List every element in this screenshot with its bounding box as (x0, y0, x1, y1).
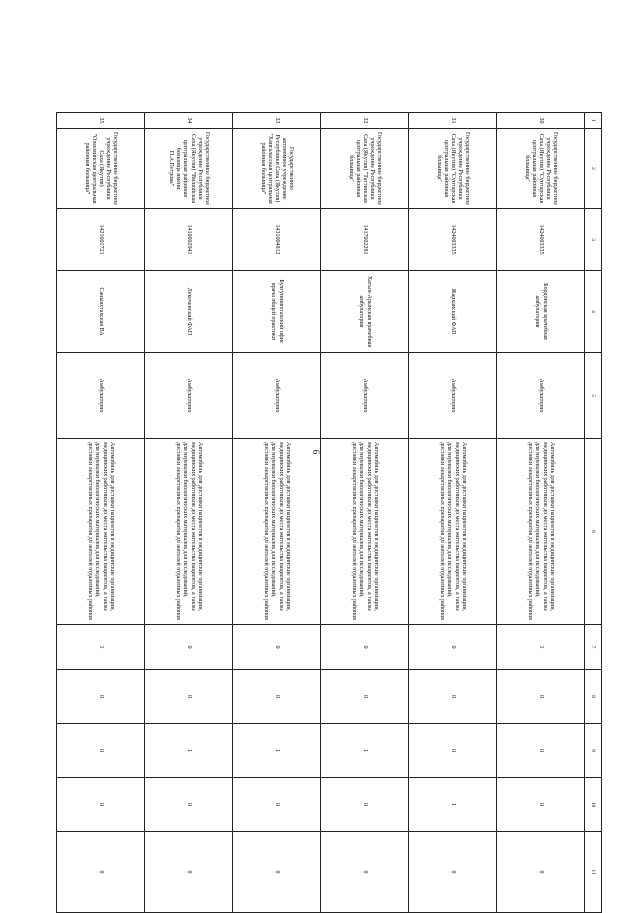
value-cell-7: 1 (497, 625, 585, 670)
column-header: 3 (585, 209, 602, 271)
organization-cell: Государственное автономное учреждение Республики Саха (Якутия) "Хангаласская центральная районная больница" (233, 129, 321, 209)
table-row (497, 113, 585, 913)
column-header: 4 (585, 271, 602, 353)
table-row (57, 113, 145, 913)
organization-cell: Государственное бюджетное учреждение Республики Саха (Якутия) "Олекминская центральная районная больница" (57, 129, 145, 209)
page-number: 6 (311, 449, 321, 455)
row-number: 31 (409, 113, 497, 129)
code-cell: 1417002281 (321, 209, 409, 271)
value-cell-9: 0 (497, 724, 585, 778)
facility-cell: Лекеченский ФАП (145, 271, 233, 353)
vehicle-description-cell: Автомобиль для доставки пациентов в медицинские организации, медицинских работников до места жительства пациентов, а также для перевозки биологических материалов для исследований, доставки лекарственных препаратов до жителей отдаленных районов (497, 439, 585, 625)
value-cell-10: 0 (57, 778, 145, 832)
code-cell: 1424003335 (409, 209, 497, 271)
value-cell-8: 0 (497, 670, 585, 724)
value-cell-8: 0 (57, 670, 145, 724)
value-cell-7: 0 (233, 625, 321, 670)
value-cell-7: 1 (57, 625, 145, 670)
column-header: 1 (585, 113, 602, 129)
column-header: 7 (585, 625, 602, 670)
value-cell-10: 0 (233, 778, 321, 832)
table-row (409, 113, 497, 913)
vehicle-description-cell: Автомобиль для доставки пациентов в медицинские организации, медицинских работников до места жительства пациентов, а также для перевозки биологических материалов для исследований, доставки лекарственных препаратов до жителей отдаленных районов (409, 439, 497, 625)
value-cell-11: 0 (57, 832, 145, 913)
care-type-cell: Амбулаторно (497, 353, 585, 439)
facility-cell: Бордонская врачебная амбулатория (497, 271, 585, 353)
code-cell: 1421001721 (57, 209, 145, 271)
vehicle-description-cell: Автомобиль для доставки пациентов в медицинские организации, медицинских работников до места жительства пациентов, а также для перевозки биологических материалов для исследований, доставки лекарственных препаратов до жителей отдаленных районов (57, 439, 145, 625)
care-type-cell: Амбулаторно (321, 353, 409, 439)
table-row (233, 113, 321, 913)
value-cell-8: 0 (145, 670, 233, 724)
column-header: 11 (585, 832, 602, 913)
facility-cell: Саныяхтахская ВА (57, 271, 145, 353)
facility-cell: Хатын-Арынская врачебная амбулатория (321, 271, 409, 353)
value-cell-11: 0 (409, 832, 497, 913)
vehicle-allocation-table (56, 112, 602, 913)
organization-cell: Государственное бюджетное учреждение Республики Саха (Якутия) "Вилюйская центральная районная больница имени П.А.Петрова" (145, 129, 233, 209)
value-cell-7: 0 (409, 625, 497, 670)
care-type-cell: Амбулаторно (145, 353, 233, 439)
value-cell-8: 0 (409, 670, 497, 724)
value-cell-10: 0 (497, 778, 585, 832)
value-cell-7: 0 (321, 625, 409, 670)
code-cell: 1410002941 (145, 209, 233, 271)
value-cell-11: 0 (233, 832, 321, 913)
value-cell-7: 0 (145, 625, 233, 670)
organization-cell: Государственное бюджетное учреждение Республики Саха (Якутия) "Сунтарская центральная районная больница" (409, 129, 497, 209)
column-header: 9 (585, 724, 602, 778)
column-header: 2 (585, 129, 602, 209)
value-cell-10: 0 (321, 778, 409, 832)
value-cell-9: 1 (145, 724, 233, 778)
value-cell-9: 1 (321, 724, 409, 778)
row-number: 30 (497, 113, 585, 129)
value-cell-11: 0 (497, 832, 585, 913)
care-type-cell: Амбулаторно (409, 353, 497, 439)
table-row (321, 113, 409, 913)
organization-cell: Государственное бюджетное учреждение Республики Саха (Якутия) "Таттинская центральная районная больница" (321, 129, 409, 209)
value-cell-10: 1 (409, 778, 497, 832)
vehicle-description-cell: Автомобиль для доставки пациентов в медицинские организации, медицинских работников до места жительства пациентов, а также для перевозки биологических материалов для исследований, доставки лекарственных препаратов до жителей отдаленных районов (233, 439, 321, 625)
column-header: 10 (585, 778, 602, 832)
header-row (585, 113, 602, 913)
value-cell-10: 0 (145, 778, 233, 832)
code-cell: 1424003335 (497, 209, 585, 271)
table-row (145, 113, 233, 913)
column-header: 6 (585, 439, 602, 625)
column-header: 5 (585, 353, 602, 439)
row-number: 35 (57, 113, 145, 129)
care-type-cell: Амбулаторно (57, 353, 145, 439)
value-cell-9: 0 (57, 724, 145, 778)
row-number: 32 (321, 113, 409, 129)
value-cell-8: 0 (233, 670, 321, 724)
column-header: 8 (585, 670, 602, 724)
value-cell-9: 0 (409, 724, 497, 778)
value-cell-9: 1 (233, 724, 321, 778)
vehicle-description-cell: Автомобиль для доставки пациентов в медицинские организации, медицинских работников до места жительства пациентов, а также для перевозки биологических материалов для исследований, доставки лекарственных препаратов до жителей отдаленных районов (321, 439, 409, 625)
vehicle-description-cell: Автомобиль для доставки пациентов в медицинские организации, медицинских работников до места жительства пациентов, а также для перевозки биологических материалов для исследований, доставки лекарственных препаратов до жителей отдаленных районов (145, 439, 233, 625)
rotated-table-container (62, 112, 602, 912)
value-cell-8: 0 (321, 670, 409, 724)
organization-cell: Государственное бюджетное учреждение Республики Саха (Якутия) "Сунтарская центральная районная больница" (497, 129, 585, 209)
facility-cell: Булгуннияхтахский офис врача общей практики (233, 271, 321, 353)
value-cell-11: 0 (145, 832, 233, 913)
facility-cell: Жарханский ФАП (409, 271, 497, 353)
care-type-cell: Амбулаторно (233, 353, 321, 439)
row-number: 34 (145, 113, 233, 129)
code-cell: 1431004812 (233, 209, 321, 271)
row-number: 33 (233, 113, 321, 129)
value-cell-11: 0 (321, 832, 409, 913)
